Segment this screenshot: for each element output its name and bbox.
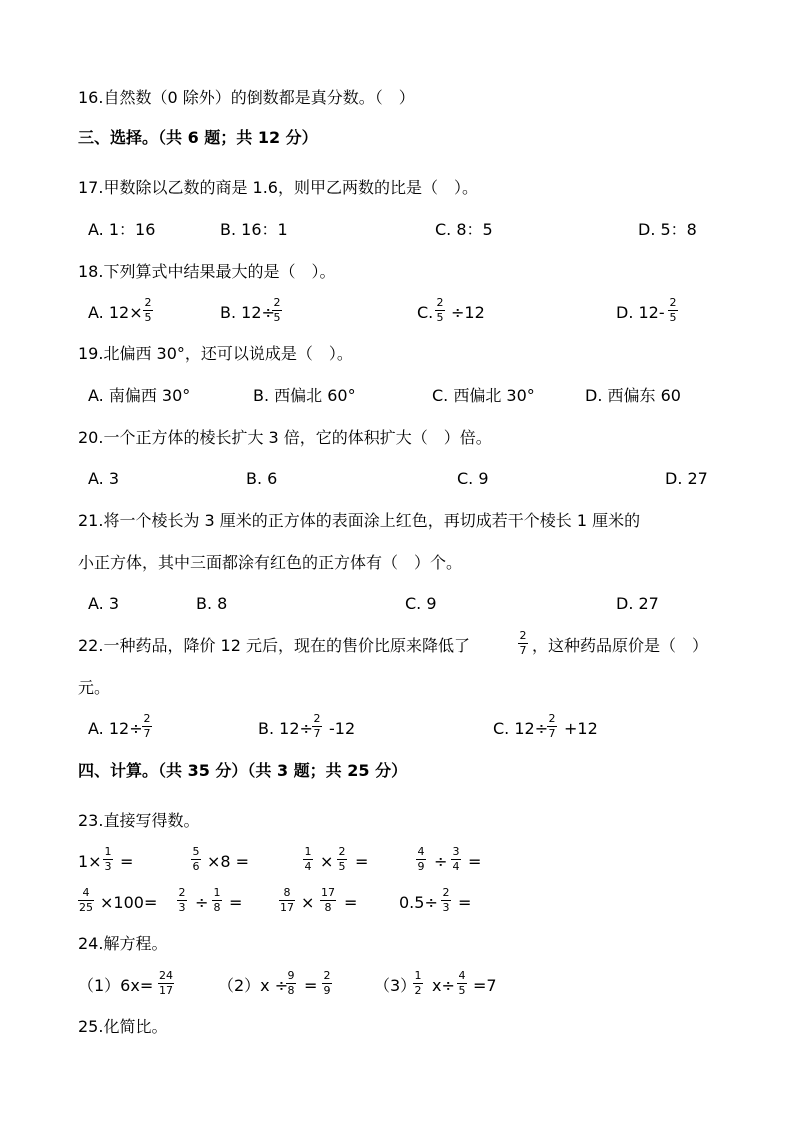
q23-r2-a-fraction: 4 25 xyxy=(79,886,93,914)
section-4-heading: 四、计算。（共 35 分）（共 3 题；共 25 分） xyxy=(78,761,408,780)
q20-option-a: A. 3 xyxy=(88,469,120,488)
q22-option-b: B. 12÷ xyxy=(258,719,313,738)
q23-r2-c-fraction1: 8 17 xyxy=(280,886,294,914)
q20-option-d: D. 27 xyxy=(665,469,708,488)
q24-eq2-fraction1: 9 8 xyxy=(287,969,295,997)
question-21-stem-line1: 21.将一个棱长为 3 厘米的正方体的表面涂上红色，再切成若干个棱长 1 厘米的 xyxy=(78,511,641,530)
q17-option-d: D. 5：8 xyxy=(638,220,697,239)
q17-option-b: B. 16：1 xyxy=(220,220,288,239)
q18-option-a: A. 12× xyxy=(88,303,143,322)
q18-c-suffix: ÷12 xyxy=(451,303,485,322)
q23-r1-b-suffix: ×8 = xyxy=(207,852,250,871)
q24-eq3-fraction1: 1 2 xyxy=(414,969,422,997)
q23-r2-b-fraction1: 2 3 xyxy=(178,886,186,914)
q23-r2-b-operator: ÷ xyxy=(195,893,209,912)
q22-stem-fraction: 2 7 xyxy=(519,629,527,657)
q22-c-suffix: +12 xyxy=(564,719,598,738)
q18-c-fraction: 2 5 xyxy=(436,296,444,324)
q24-eq3-fraction2: 4 5 xyxy=(458,969,466,997)
q23-r2-b-equals: = xyxy=(229,893,243,912)
section-3-heading: 三、选择。（共 6 题；共 12 分） xyxy=(78,128,318,147)
question-22-stem-line1b: ，这种药品原价是（ ） xyxy=(532,636,709,655)
q21-option-a: A. 3 xyxy=(88,594,120,613)
question-25-stem: 25.化简比。 xyxy=(78,1017,168,1036)
q23-r2-c-equals: = xyxy=(344,893,358,912)
q17-option-a: A. 1：16 xyxy=(88,220,156,239)
q22-b-fraction: 2 7 xyxy=(313,712,321,740)
q20-option-c: C. 9 xyxy=(457,469,489,488)
q24-eq3-prefix: （3） xyxy=(374,976,417,995)
question-19-stem: 19.北偏西 30°，还可以说成是（ ）。 xyxy=(78,344,353,363)
q22-b-suffix: -12 xyxy=(329,719,356,738)
q23-r1-d-operator: ÷ xyxy=(434,852,448,871)
q23-r1-c-equals: = xyxy=(355,852,369,871)
question-22-stem-line2: 元。 xyxy=(78,678,111,697)
q18-b-fraction: 2 5 xyxy=(273,296,281,324)
q23-r2-b-fraction2: 1 8 xyxy=(213,886,221,914)
q18-option-c: C. xyxy=(417,303,434,322)
q23-r1-a-fraction: 1 3 xyxy=(104,845,112,873)
q24-eq2-fraction2: 2 9 xyxy=(323,969,331,997)
q24-eq3-middle: x÷ xyxy=(432,976,455,995)
q24-eq1-fraction: 24 17 xyxy=(159,969,173,997)
q23-r2-c-fraction2: 17 8 xyxy=(321,886,335,914)
q19-option-d: D. 西偏东 60 xyxy=(585,386,681,405)
q21-option-b: B. 8 xyxy=(196,594,228,613)
q23-r1-d-fraction2: 3 4 xyxy=(452,845,460,873)
q19-option-c: C. 西偏北 30° xyxy=(432,386,535,405)
q23-r1-a-prefix: 1× xyxy=(78,852,102,871)
question-16: 16.自然数（0 除外）的倒数都是真分数。（ ） xyxy=(78,88,415,107)
q21-option-d: D. 27 xyxy=(616,594,659,613)
q19-option-a: A. 南偏西 30° xyxy=(88,386,191,405)
q23-r1-d-fraction1: 4 9 xyxy=(417,845,425,873)
q22-c-fraction: 2 7 xyxy=(548,712,556,740)
q23-r1-c-fraction2: 2 5 xyxy=(338,845,346,873)
q23-r2-a-suffix: ×100= xyxy=(100,893,158,912)
q17-option-c: C. 8：5 xyxy=(435,220,493,239)
q22-option-c: C. 12÷ xyxy=(493,719,549,738)
q18-option-d: D. 12- xyxy=(616,303,665,322)
q23-r1-a-equals: = xyxy=(120,852,134,871)
question-20-stem: 20.一个正方体的棱长扩大 3 倍，它的体积扩大（ ）倍。 xyxy=(78,428,492,447)
question-18-stem: 18.下列算式中结果最大的是（ ）。 xyxy=(78,262,336,281)
q23-r2-d-fraction: 2 3 xyxy=(442,886,450,914)
q23-r1-c-fraction1: 1 4 xyxy=(304,845,312,873)
question-23-stem: 23.直接写得数。 xyxy=(78,811,200,830)
question-24-stem: 24.解方程。 xyxy=(78,934,168,953)
question-17-stem: 17.甲数除以乙数的商是 1.6，则甲乙两数的比是（ ）。 xyxy=(78,178,478,197)
q23-r1-c-operator: × xyxy=(320,852,334,871)
question-22-stem-line1a: 22.一种药品，降价 12 元后，现在的售价比原来降低了 xyxy=(78,636,470,655)
q20-option-b: B. 6 xyxy=(246,469,278,488)
q23-r1-b-fraction: 5 6 xyxy=(192,845,200,873)
q24-eq3-suffix: =7 xyxy=(473,976,497,995)
question-21-stem-line2: 小正方体，其中三面都涂有红色的正方体有（ ）个。 xyxy=(78,553,463,572)
q18-a-fraction: 2 5 xyxy=(144,296,152,324)
q21-option-c: C. 9 xyxy=(405,594,437,613)
q24-eq1-prefix: （1）6x= xyxy=(78,976,154,995)
q22-option-a: A. 12÷ xyxy=(88,719,143,738)
q24-eq2-prefix: （2）x ÷ xyxy=(218,976,289,995)
q23-r2-d-prefix: 0.5÷ xyxy=(399,893,438,912)
q24-eq2-equals: = xyxy=(304,976,318,995)
q19-option-b: B. 西偏北 60° xyxy=(253,386,356,405)
q23-r2-d-equals: = xyxy=(458,893,472,912)
q18-d-fraction: 2 5 xyxy=(669,296,677,324)
q18-option-b: B. 12÷ xyxy=(220,303,275,322)
q23-r2-c-operator: × xyxy=(301,893,315,912)
q22-a-fraction: 2 7 xyxy=(143,712,151,740)
q23-r1-d-equals: = xyxy=(468,852,482,871)
